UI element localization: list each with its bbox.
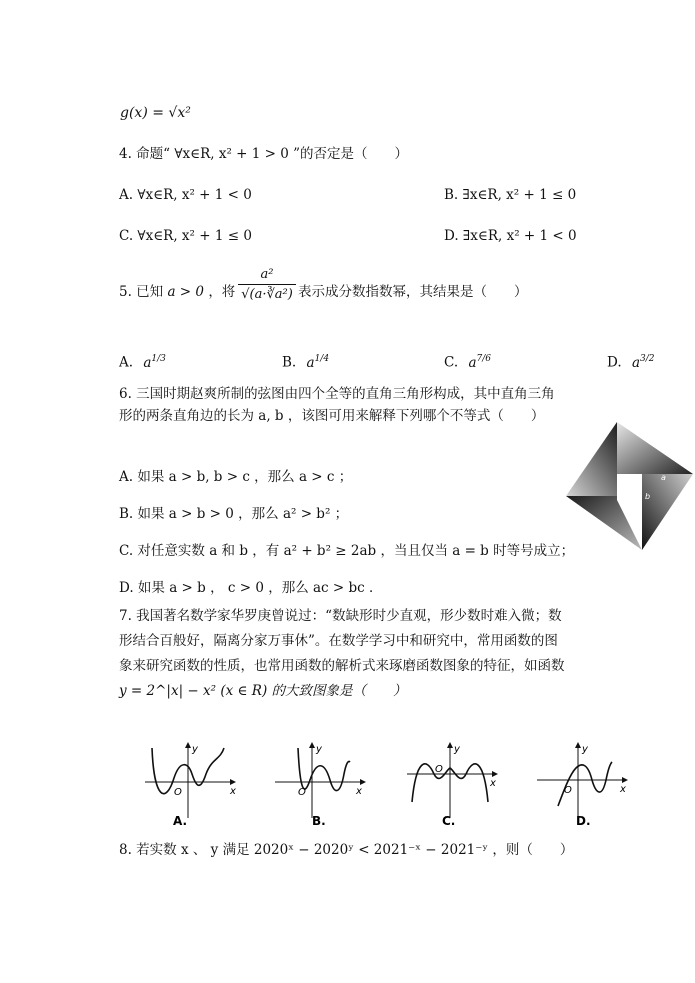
chord-triangle-right <box>642 474 693 550</box>
graph-b-x-arrow <box>360 779 366 785</box>
q5-option-a-label: A. <box>119 354 134 371</box>
chord-label-b: b <box>645 492 651 501</box>
q5-prefix: 5. 已知 <box>119 284 164 300</box>
graph-c-x-arrow <box>492 771 498 777</box>
q7-line1: 7. 我国著名数学家华罗庚曾说过：“数缺形时少直观，形少数时难入微；数 <box>119 608 562 624</box>
chord-triangle-bottom <box>566 496 642 550</box>
graph-a-x-label: x <box>230 786 236 797</box>
graph-b-curve <box>298 748 350 791</box>
q4-option-a: A. ∀x∈R, x² + 1 < 0 <box>119 187 252 203</box>
graph-d-y-label: y <box>582 744 588 755</box>
graph-a-caption: A. <box>173 814 188 828</box>
q5-option-c-exponent: 7/6 <box>476 354 491 364</box>
q4-option-c: C. ∀x∈R, x² + 1 ≤ 0 <box>119 228 252 244</box>
graph-b-y-label: y <box>316 744 322 755</box>
graph-d-origin: O <box>564 785 572 796</box>
q5-suffix: 表示成分数指数幂，其结果是（ ） <box>298 284 528 300</box>
graph-a-origin: O <box>174 787 182 798</box>
chord-inner-square <box>617 474 642 500</box>
q7-graph-b <box>270 740 370 830</box>
q7-graph-d <box>532 740 632 830</box>
g-function-line: g(x) = √x² <box>120 105 191 121</box>
graph-d-x-label: x <box>620 784 626 795</box>
graph-c-caption: C. <box>442 814 456 828</box>
q5-option-b-base: a <box>306 354 315 371</box>
q6-line1: 6. 三国时期赵爽所制的弦图由四个全等的直角三角形构成，其中直角三角 <box>119 386 555 402</box>
q6-option-d: D. 如果 a > b ， c > 0 ，那么 ac > bc ． <box>119 580 383 596</box>
q5-fraction-numerator: a² <box>260 267 274 282</box>
q7-graph-c <box>402 740 502 830</box>
graph-d-y-arrow <box>575 742 581 748</box>
q5-option-b-label: B. <box>282 354 297 371</box>
q4-option-b: B. ∃x∈R, x² + 1 ≤ 0 <box>444 187 577 203</box>
q6-option-b: B. 如果 a > b > 0 ，那么 a² > b² ； <box>119 506 349 522</box>
graph-b-caption: B. <box>312 814 326 828</box>
q5-option-d-exponent: 3/2 <box>640 354 655 364</box>
q5-option-c-base: a <box>468 354 477 371</box>
q5-option-d-base: a <box>631 354 640 371</box>
chord-label-a: a <box>661 473 666 482</box>
q7-line4: y = 2^|x| − x² (x ∈ R) 的大致图象是（ ） <box>119 683 407 699</box>
graph-b-y-arrow <box>309 742 315 748</box>
graph-a-y-label: y <box>192 744 198 755</box>
q6-option-a: A. 如果 a > b, b > c ，那么 a > c ； <box>119 469 353 485</box>
q8-stem: 8. 若实数 x 、 y 满足 2020ˣ − 2020ʸ < 2021⁻ˣ − 2021⁻ʸ ，则（ ） <box>119 842 574 858</box>
q5-stem <box>119 282 235 302</box>
q5-option-a <box>119 349 166 373</box>
chord-triangle-left <box>566 422 617 496</box>
q5-option-d-label: D. <box>607 354 622 371</box>
q5-option-a-exponent: 1/3 <box>151 354 166 364</box>
q7-line2: 形结合百般好，隔离分家万事休”。在数学学习中和研究中，常用函数的图 <box>119 633 558 649</box>
graph-c-x-label: x <box>490 778 496 789</box>
q5-option-d <box>607 349 654 373</box>
graph-b-x-label: x <box>356 786 362 797</box>
q5-option-a-base: a <box>143 354 152 371</box>
q7-graph-a <box>140 740 240 830</box>
q5-option-b <box>282 349 329 373</box>
q6-line2: 形的两条直角边的长为 a, b ，该图可用来解释下列哪个不等式（ ） <box>119 408 545 424</box>
q4-stem: 4. 命题“ ∀x∈R, x² + 1 > 0 ”的否定是（ ） <box>119 146 409 162</box>
q5-option-c <box>444 349 491 373</box>
graph-a-y-arrow <box>185 742 191 748</box>
chord-triangle-top <box>617 422 693 474</box>
q7-line3: 象来研究函数的性质，也常用函数的解析式来琢磨函数图象的特征，如函数 <box>119 658 565 674</box>
q6-option-c: C. 对任意实数 a 和 b ，有 a² + b² ≥ 2ab ，当且仅当 a = b 时等号成立； <box>119 543 575 559</box>
graph-c-y-label: y <box>454 744 460 755</box>
graph-c-origin: O <box>435 764 443 775</box>
q5-mid: ，将 <box>208 284 236 300</box>
graph-d-caption: D. <box>576 814 591 828</box>
q4-option-d: D. ∃x∈R, x² + 1 < 0 <box>444 228 577 244</box>
q5-fraction-denominator: √(a·∛a²) <box>238 284 296 305</box>
graph-b-origin: O <box>298 787 306 798</box>
graph-d-x-arrow <box>622 777 628 783</box>
q5-option-b-exponent: 1/4 <box>314 354 330 364</box>
q5-option-c-label: C. <box>444 354 459 371</box>
graph-c-y-arrow <box>447 742 453 748</box>
graph-a-x-arrow <box>230 779 236 785</box>
q5-condition: a > 0 <box>167 284 205 300</box>
zhao-shuang-chord-figure <box>560 420 695 552</box>
graph-d-curve <box>558 762 612 806</box>
q5-fraction <box>238 266 296 305</box>
